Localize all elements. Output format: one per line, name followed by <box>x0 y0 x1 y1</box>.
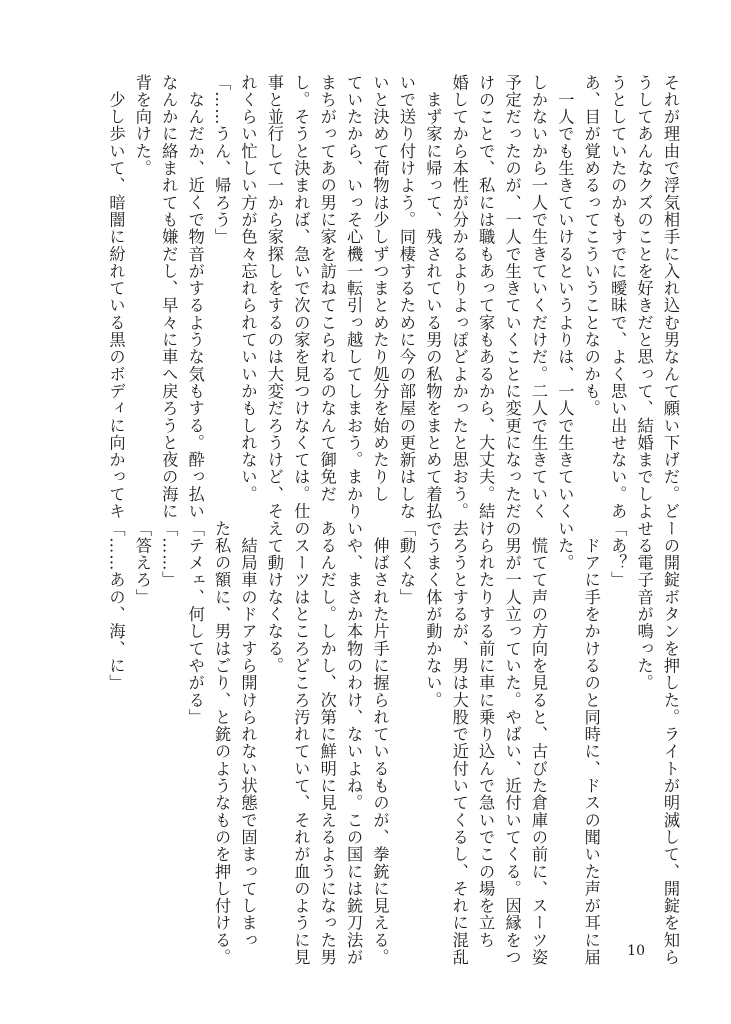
text-line: の男が一人立っていた。やばい、近付いてくる。因縁をつ <box>502 520 522 966</box>
text-line: た私の額に、男はごり、と銃のようなものを押し付ける。 <box>212 520 232 966</box>
text-line: 慌てて声の方向を見ると、古びた倉庫の前に、スーツ姿 <box>528 520 548 966</box>
text-line: 少し歩いて、暗闇に紛れている黒のボディに向かってキ <box>106 74 126 520</box>
text-line: しかないから一人で生きていくだけだ。二人で生きていく <box>528 74 548 520</box>
text-line: 結局車のドアすら開けられない状態で固まってしまっ <box>238 520 258 949</box>
text-line: 「動くな」 <box>396 520 416 606</box>
text-line: けられたりする前に車に乗り込んで急いでこの場を立ち <box>476 520 496 949</box>
text-line: ドアに手をかけるのと同時に、ドスの聞いた声が耳に届 <box>581 520 601 966</box>
text-line: けのことで、私には職もあって家もあるから、大丈夫。結 <box>476 74 496 520</box>
text-line: 伸ばされた片手に握られているものが、拳銃に見える。 <box>370 520 390 966</box>
text-line: なんかに絡まれても嫌だし、早々に車へ戻ろうと夜の海に <box>159 74 179 520</box>
text-line: 「……あの、海、に」 <box>106 520 126 692</box>
text-line: あ、目が覚めるってこういうことなのかも。 <box>581 74 601 417</box>
text-line: うしてあんなクズのことを好きだと思って、結婚までしよ <box>634 74 654 520</box>
text-line: 婚してから本性が分かるよりよっぽどよかったと思おう。 <box>449 74 469 520</box>
text-line: 「テメェ、何してやがる」 <box>185 520 205 726</box>
text-line: まちがってあの男に家を訪ねてこられるのなんて御免だ <box>317 74 337 503</box>
text-line: せる電子音が鳴った。 <box>634 520 654 692</box>
text-line: 「……うん、帰ろう」 <box>212 74 232 246</box>
text-line: れくらい忙しい方が色々忘れられていいかもしれない。 <box>238 74 258 503</box>
text-line: 背を向けた。 <box>132 74 152 177</box>
text-line: それが理由で浮気相手に入れ込む男なんて願い下げだ。ど <box>661 74 680 520</box>
text-line: いで送り付けよう。同棲するために今の部屋の更新はしな <box>396 74 416 520</box>
text-line: ーの開錠ボタンを押した。ライトが明滅して、開錠を知ら <box>661 520 680 966</box>
text-line: 「答えろ」 <box>132 520 152 606</box>
text-line: いた。 <box>555 520 575 572</box>
text-line: 事と並行して一から家探しをするのは大変だろうけど、そ <box>264 74 284 520</box>
text-line: なんだか、近くで物音がするような気もする。酔っ払い <box>185 74 205 520</box>
text-line: でうまく体が動かない。 <box>423 520 443 709</box>
text-line: ていたから、いっそ心機一転引っ越してしまおう。まかり <box>344 74 364 520</box>
text-line: のスーツはところどころ汚れていて、それが血のように見 <box>291 520 311 966</box>
text-line: 予定だったのが、一人で生きていくことに変更になっただ <box>502 74 522 520</box>
text-line: うとしていたのかもすでに曖昧で、よく思い出せない。あ <box>608 74 628 520</box>
text-line: いと決めて荷物は少しずつまとめたり処分を始めたりし <box>370 74 390 503</box>
text-line: 去ろうとするが、男は大股で近付いてくるし、それに混乱 <box>449 520 469 966</box>
text-block-upper <box>102 74 683 520</box>
text-line: まず家に帰って、残されている男の私物をまとめて着払 <box>423 74 443 520</box>
text-line: 「……」 <box>159 520 179 589</box>
text-line: 「あ？」 <box>608 520 628 589</box>
page-number: 10 <box>627 943 645 959</box>
text-line: し。そうと決まれば、急いで次の家を見つけなくては。仕 <box>291 74 311 520</box>
text-line: 一人でも生きていけるというよりは、一人で生きていく <box>555 74 575 520</box>
text-line: いや、まさか本物のわけ、ないよね。この国には銃刀法が <box>344 520 364 966</box>
text-line: えて動けなくなる。 <box>264 520 284 675</box>
text-line: あるんだし。しかし、次第に鮮明に見えるようになった男 <box>317 520 337 966</box>
